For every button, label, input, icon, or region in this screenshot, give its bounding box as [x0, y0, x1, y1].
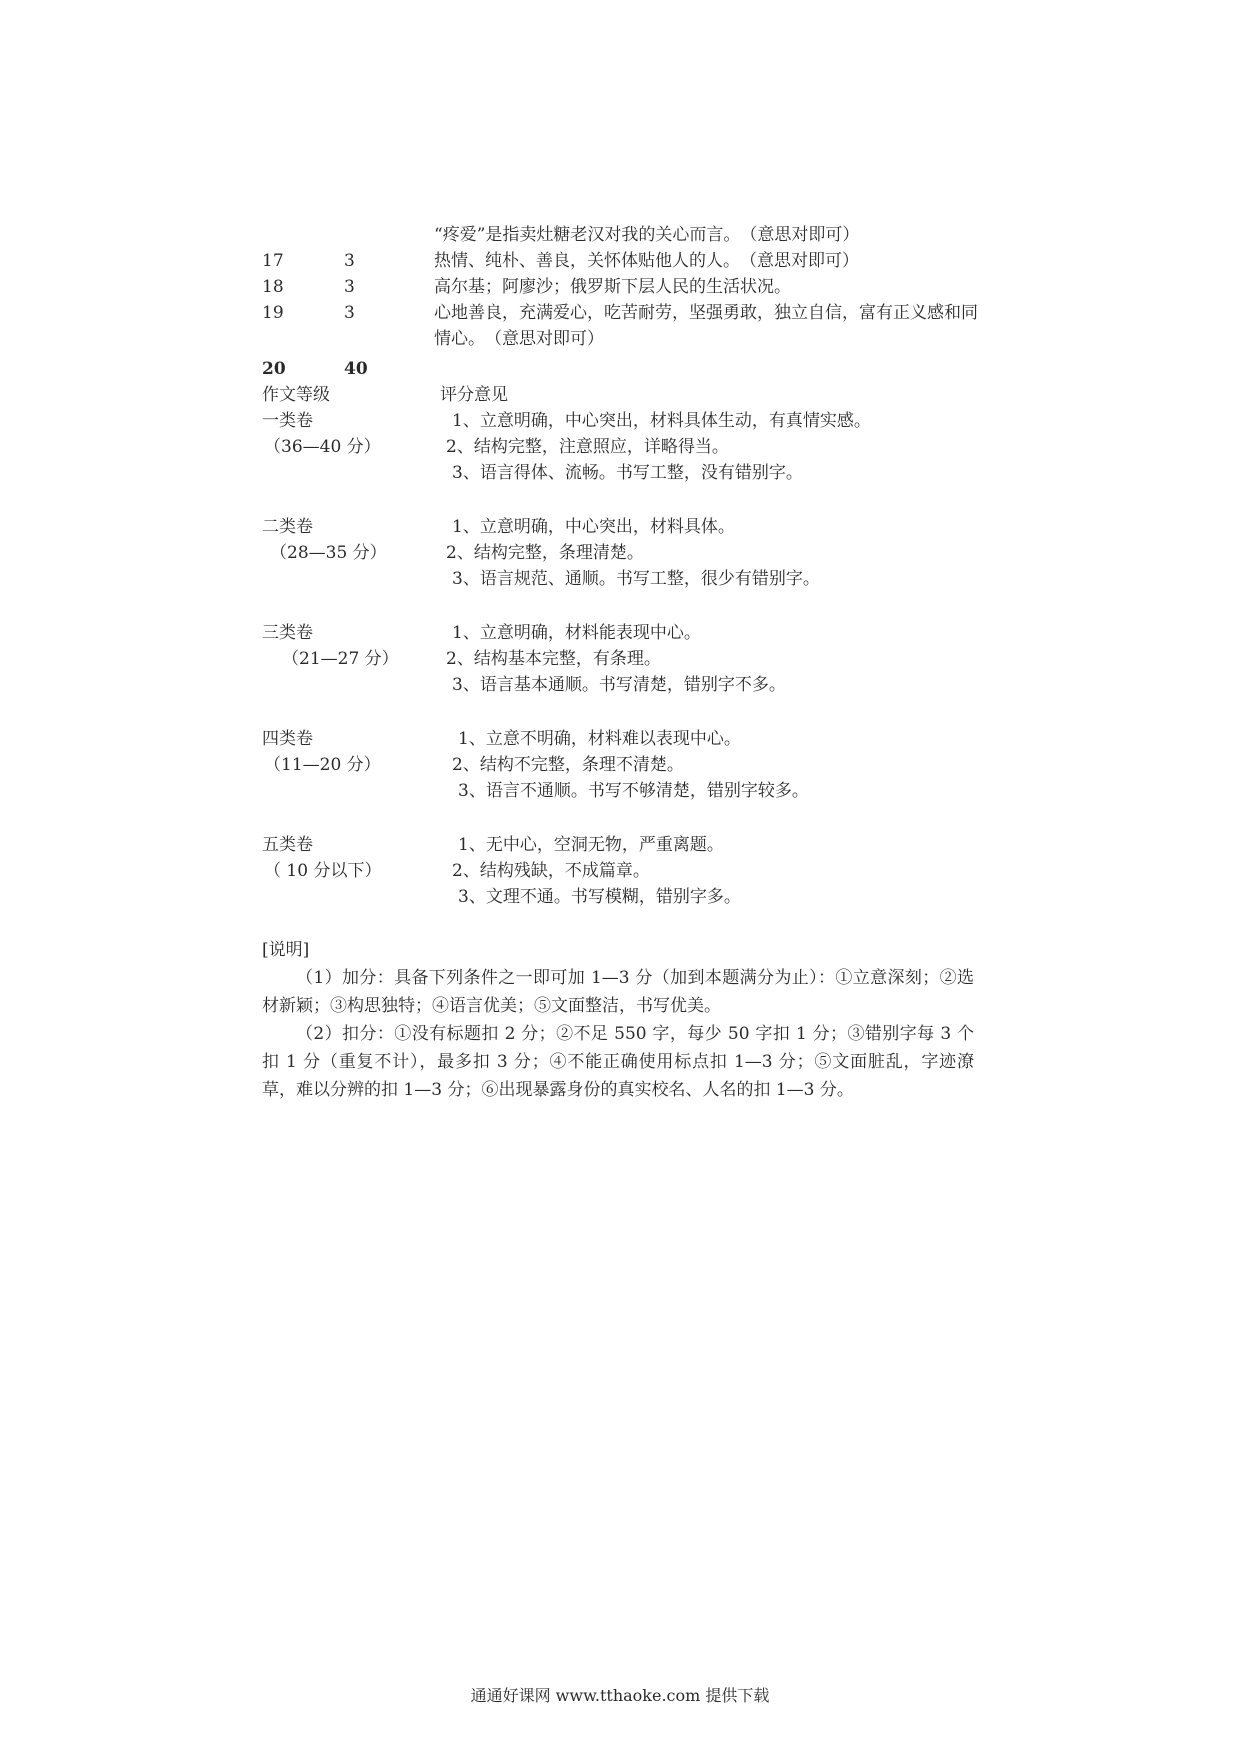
- question-number: 20: [262, 359, 286, 379]
- question-score: 40: [344, 359, 368, 379]
- grade-title: 五类卷: [262, 835, 313, 855]
- grade-range: （28—35 分）: [270, 543, 387, 563]
- answer-text: “疼爱”是指卖灶糖老汉对我的关心而言。 （意思对即可）: [434, 225, 860, 245]
- grade-range: （ 10 分以下）: [264, 861, 382, 881]
- grade-title: 一类卷: [262, 411, 313, 431]
- essay-question-row: [262, 356, 982, 382]
- question-score: 3: [344, 303, 355, 323]
- question-number: 18: [262, 277, 284, 297]
- criterion: 3、语言基本通顺。书写清楚，错别字不多。: [452, 675, 786, 695]
- notes-bonus: （1）加分：具备下列条件之一即可加 1—3 分（加到本题满分为止）：①立意深刻；②选材新颖；③构思独特；④语言优美；⑤文面整洁，书写优美。: [262, 968, 974, 1016]
- grade-group: [262, 832, 982, 910]
- grade-column-header: 作文等级: [262, 385, 330, 405]
- grade-title: 三类卷: [262, 623, 313, 643]
- grading-header: [262, 382, 982, 408]
- criterion: 1、无中心，空洞无物，严重离题。: [458, 835, 724, 855]
- footer-watermark: 通通好课网 www.tthaoke.com 提供下载: [470, 1686, 770, 1705]
- question-score: 3: [344, 277, 355, 297]
- grade-range: （11—20 分）: [264, 755, 381, 775]
- answer-row: [262, 222, 982, 248]
- question-number: 19: [262, 303, 284, 323]
- criterion: 3、语言得体、流畅。书写工整，没有错别字。: [452, 463, 803, 483]
- notes-deduction: （2）扣分：①没有标题扣 2 分；②不足 550 字，每少 50 字扣 1 分；③错别字每 3 个扣 1 分（重复不计），最多扣 3 分；④不能正确使用标点扣 1—3 分；⑤文面脏乱，字迹潦草，难以分辨的扣 1—3 分；⑥出现暴露身份的真实校名、人名的扣 1—3 分。: [262, 1024, 974, 1100]
- notes-title: [说明]: [262, 940, 310, 960]
- grade-title: 四类卷: [262, 729, 313, 749]
- grade-range: （36—40 分）: [264, 437, 381, 457]
- grade-group: [262, 408, 982, 486]
- criterion: 3、语言规范、通顺。书写工整，很少有错别字。: [452, 569, 820, 589]
- answer-row: [262, 300, 982, 352]
- criterion: 3、文理不通。书写模糊，错别字多。: [458, 887, 741, 907]
- criterion: 2、结构完整，条理清楚。: [446, 543, 644, 563]
- answer-row: [262, 248, 982, 274]
- criterion: 2、结构完整，注意照应，详略得当。: [446, 437, 729, 457]
- answer-text: 高尔基；阿廖沙；俄罗斯下层人民的生活状况。: [434, 277, 791, 297]
- criterion: 2、结构不完整，条理不清楚。: [452, 755, 684, 775]
- criteria-column-header: 评分意见: [440, 385, 508, 405]
- criterion: 3、语言不通顺。书写不够清楚，错别字较多。: [458, 781, 809, 801]
- question-score: 3: [344, 251, 355, 271]
- grade-title: 二类卷: [262, 517, 313, 537]
- grade-list: [262, 408, 982, 910]
- grade-group: [262, 514, 982, 592]
- answer-text: 心地善良，充满爱心，吃苦耐劳，坚强勇敢，独立自信，富有正义感和同情心。 （意思对即可）: [434, 303, 978, 349]
- criterion: 1、立意明确，中心突出，材料具体。: [452, 517, 735, 537]
- grade-group: [262, 726, 982, 804]
- answer-text: 热情、纯朴、善良，关怀体贴他人的人。 （意思对即可）: [434, 251, 859, 271]
- grade-range: （21—27 分）: [282, 649, 399, 669]
- criterion: 1、立意不明确，材料难以表现中心。: [458, 729, 741, 749]
- criterion: 1、立意明确，材料能表现中心。: [452, 623, 701, 643]
- answer-table: [262, 222, 982, 938]
- grade-group: [262, 620, 982, 698]
- question-number: 17: [262, 251, 284, 271]
- notes-section: [262, 936, 974, 1104]
- criterion: 2、结构残缺，不成篇章。: [452, 861, 650, 881]
- answer-row: [262, 274, 982, 300]
- criterion: 1、立意明确，中心突出，材料具体生动，有真情实感。: [452, 411, 871, 431]
- criterion: 2、结构基本完整，有条理。: [446, 649, 661, 669]
